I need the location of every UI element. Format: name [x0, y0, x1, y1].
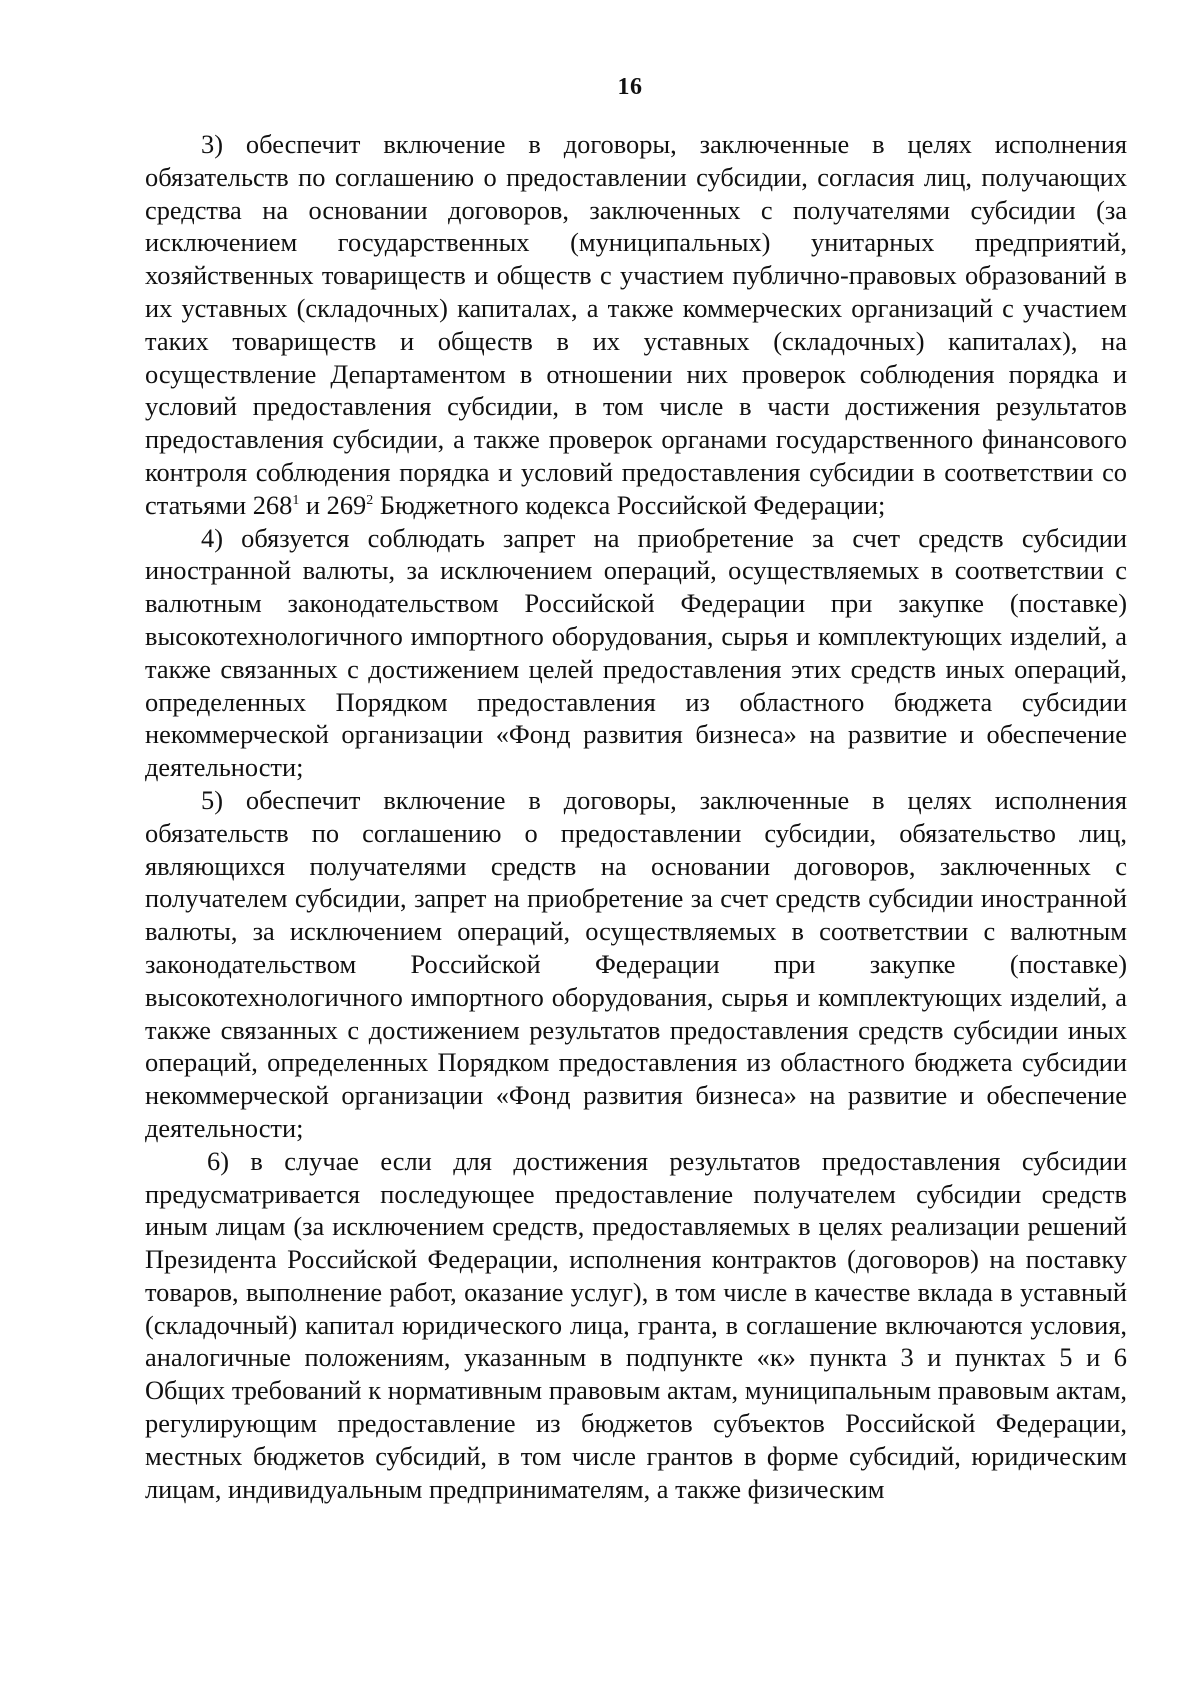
footnote-superscript: 2 — [366, 492, 374, 508]
paragraph-text: 4) обязуется соблюдать запрет на приобретение за счет средств субсидии иностранной валюты, за исключением операций, осуществляемых в соответствии с валютным законодательством Российской Федерации при закупке (поставке) высокотехнологичного импортного оборудования, сырья и комплектующих изделий, а также связанных с достижением целей предоставления этих средств иных операций, определенных Порядком предоставления из областного бюджета субсидии некоммерческой организации «Фонд развития бизнеса» на развитие и обеспечение деятельности; — [145, 522, 1127, 783]
document-body — [145, 128, 1127, 1505]
footnote-superscript: 1 — [292, 492, 300, 508]
paragraph-item-4 — [145, 522, 1127, 784]
paragraph-item-3 — [145, 128, 1127, 522]
paragraph-item-6 — [145, 1145, 1127, 1506]
paragraph-text: и 269 — [299, 489, 367, 520]
paragraph-text: 3) обеспечит включение в договоры, заключенные в целях исполнения обязательств по соглашению о предоставлении субсидии, согласия лиц, получающих средства на основании договоров, заключенных с получателями субсидии (за исключением государственных (муниципальных) унитарных предприятий, хозяйственных товариществ и обществ с участием публично-правовых образований в их уставных (складочных) капиталах, а также коммерческих организаций с участием таких товариществ и обществ в их уставных (складочных) капиталах), на осуществление Департаментом в отношении них проверок соблюдения порядка и условий предоставления субсидии, в том числе в части достижения результатов предоставления субсидии, а также проверок органами государственного финансового контроля соблюдения порядка и условий предоставления субсидии в соответствии со статьями 268 — [145, 129, 1127, 520]
page-number: 16 — [617, 74, 643, 100]
paragraph-text: Бюджетного кодекса Российской Федерации; — [373, 489, 886, 520]
paragraph-item-5 — [145, 784, 1127, 1145]
paragraph-text: 5) обеспечит включение в договоры, заключенные в целях исполнения обязательств по соглашению о предоставлении субсидии, обязательство лиц, являющихся получателями средств на основании договоров, заключенных с получателем субсидии, запрет на приобретение за счет средств субсидии иностранной валюты, за исключением операций, осуществляемых в соответствии с валютным законодательством Российской Федерации при закупке (поставке) высокотехнологичного импортного оборудования, сырья и комплектующих изделий, а также связанных с достижением результатов предоставления средств субсидии иных операций, определенных Порядком предоставления из областного бюджета субсидии некоммерческой организации «Фонд развития бизнеса» на развитие и обеспечение деятельности; — [145, 784, 1127, 1143]
paragraph-text: 6) в случае если для достижения результатов предоставления субсидии предусматривается последующее предоставление получателем субсидии средств иным лицам (за исключением средств, предоставляемых в целях реализации решений Президента Российской Федерации, исполнения контрактов (договоров) на поставку товаров, выполнение работ, оказание услуг), в том числе в качестве вклада в уставный (складочный) капитал юридического лица, гранта, в соглашение включаются условия, аналогичные положениям, указанным в подпункте «к» пункта 3 и пунктах 5 и 6 Общих требований к нормативным правовым актам, муниципальным правовым актам, регулирующим предоставление из бюджетов субъектов Российской Федерации, местных бюджетов субсидий, в том числе грантов в форме субсидий, юридическим лицам, индивидуальным предпринимателям, а также физическим — [145, 1145, 1127, 1504]
